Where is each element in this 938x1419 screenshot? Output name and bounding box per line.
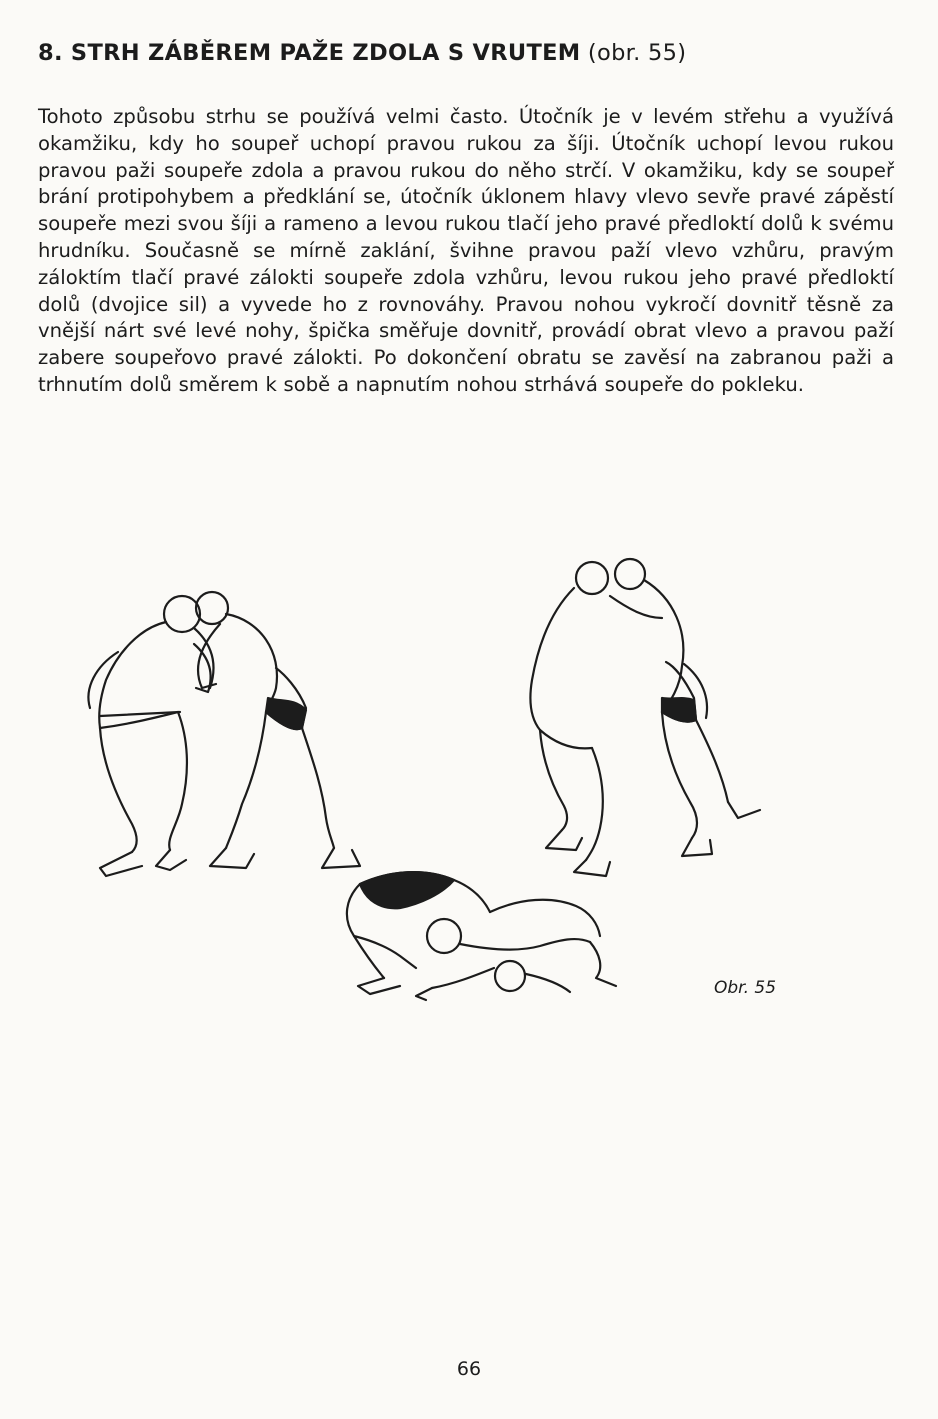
figure-caption: Obr. 55 [714,978,777,998]
figure-reference: (obr. 55) [587,40,687,66]
section-heading [38,40,898,66]
body-paragraph: Tohoto způsobu strhu se používá velmi často. Útočník je v levém střehu a využívá okamžiku, kdy ho soupeř uchopí pravou rukou za šíji. Útočník uchopí levou rukou pravou paži soupeře zdola a pravou rukou do něho strčí. V okamžiku, kdy se soupeř brání protipohybem a předklání se, útočník úklonem hlavy vlevo sevře pravé zápěstí soupeře mezi svou šíji a rameno a levou rukou tlačí jeho pravé předloktí dolů k svému hrudníku. Současně se mírně zaklání, švihne pravou paží vlevo vzhůru, pravým záloktím tlačí pravé zálokti soupeře zdola vzhůru, levou rukou jeho pravé předloktí dolů (dvojice sil) a vyvede ho z rovnováhy. Pravou nohou vykročí dovnitř těsně za vnější nárt své levé nohy, špička směřuje dovnitř, provádí obrat vlevo a pravou paží zabere soupeřovo pravé zálokti. Po dokončení obratu se zavěsí na zabranou paži a trhnutím dolů směrem k sobě a napnutím nohou strhává soupeře do pokleku. [38,105,894,396]
page-number: 66 [456,1358,482,1380]
section-title: 8. STRH ZÁBĚREM PAŽE ZDOLA S VRUTEM [38,40,581,66]
wrestling-illustration [70,548,790,1008]
wrestling-figures-drawing [70,548,790,1008]
turning-throw-figures [530,559,760,876]
standing-clinch-figures [88,592,360,876]
